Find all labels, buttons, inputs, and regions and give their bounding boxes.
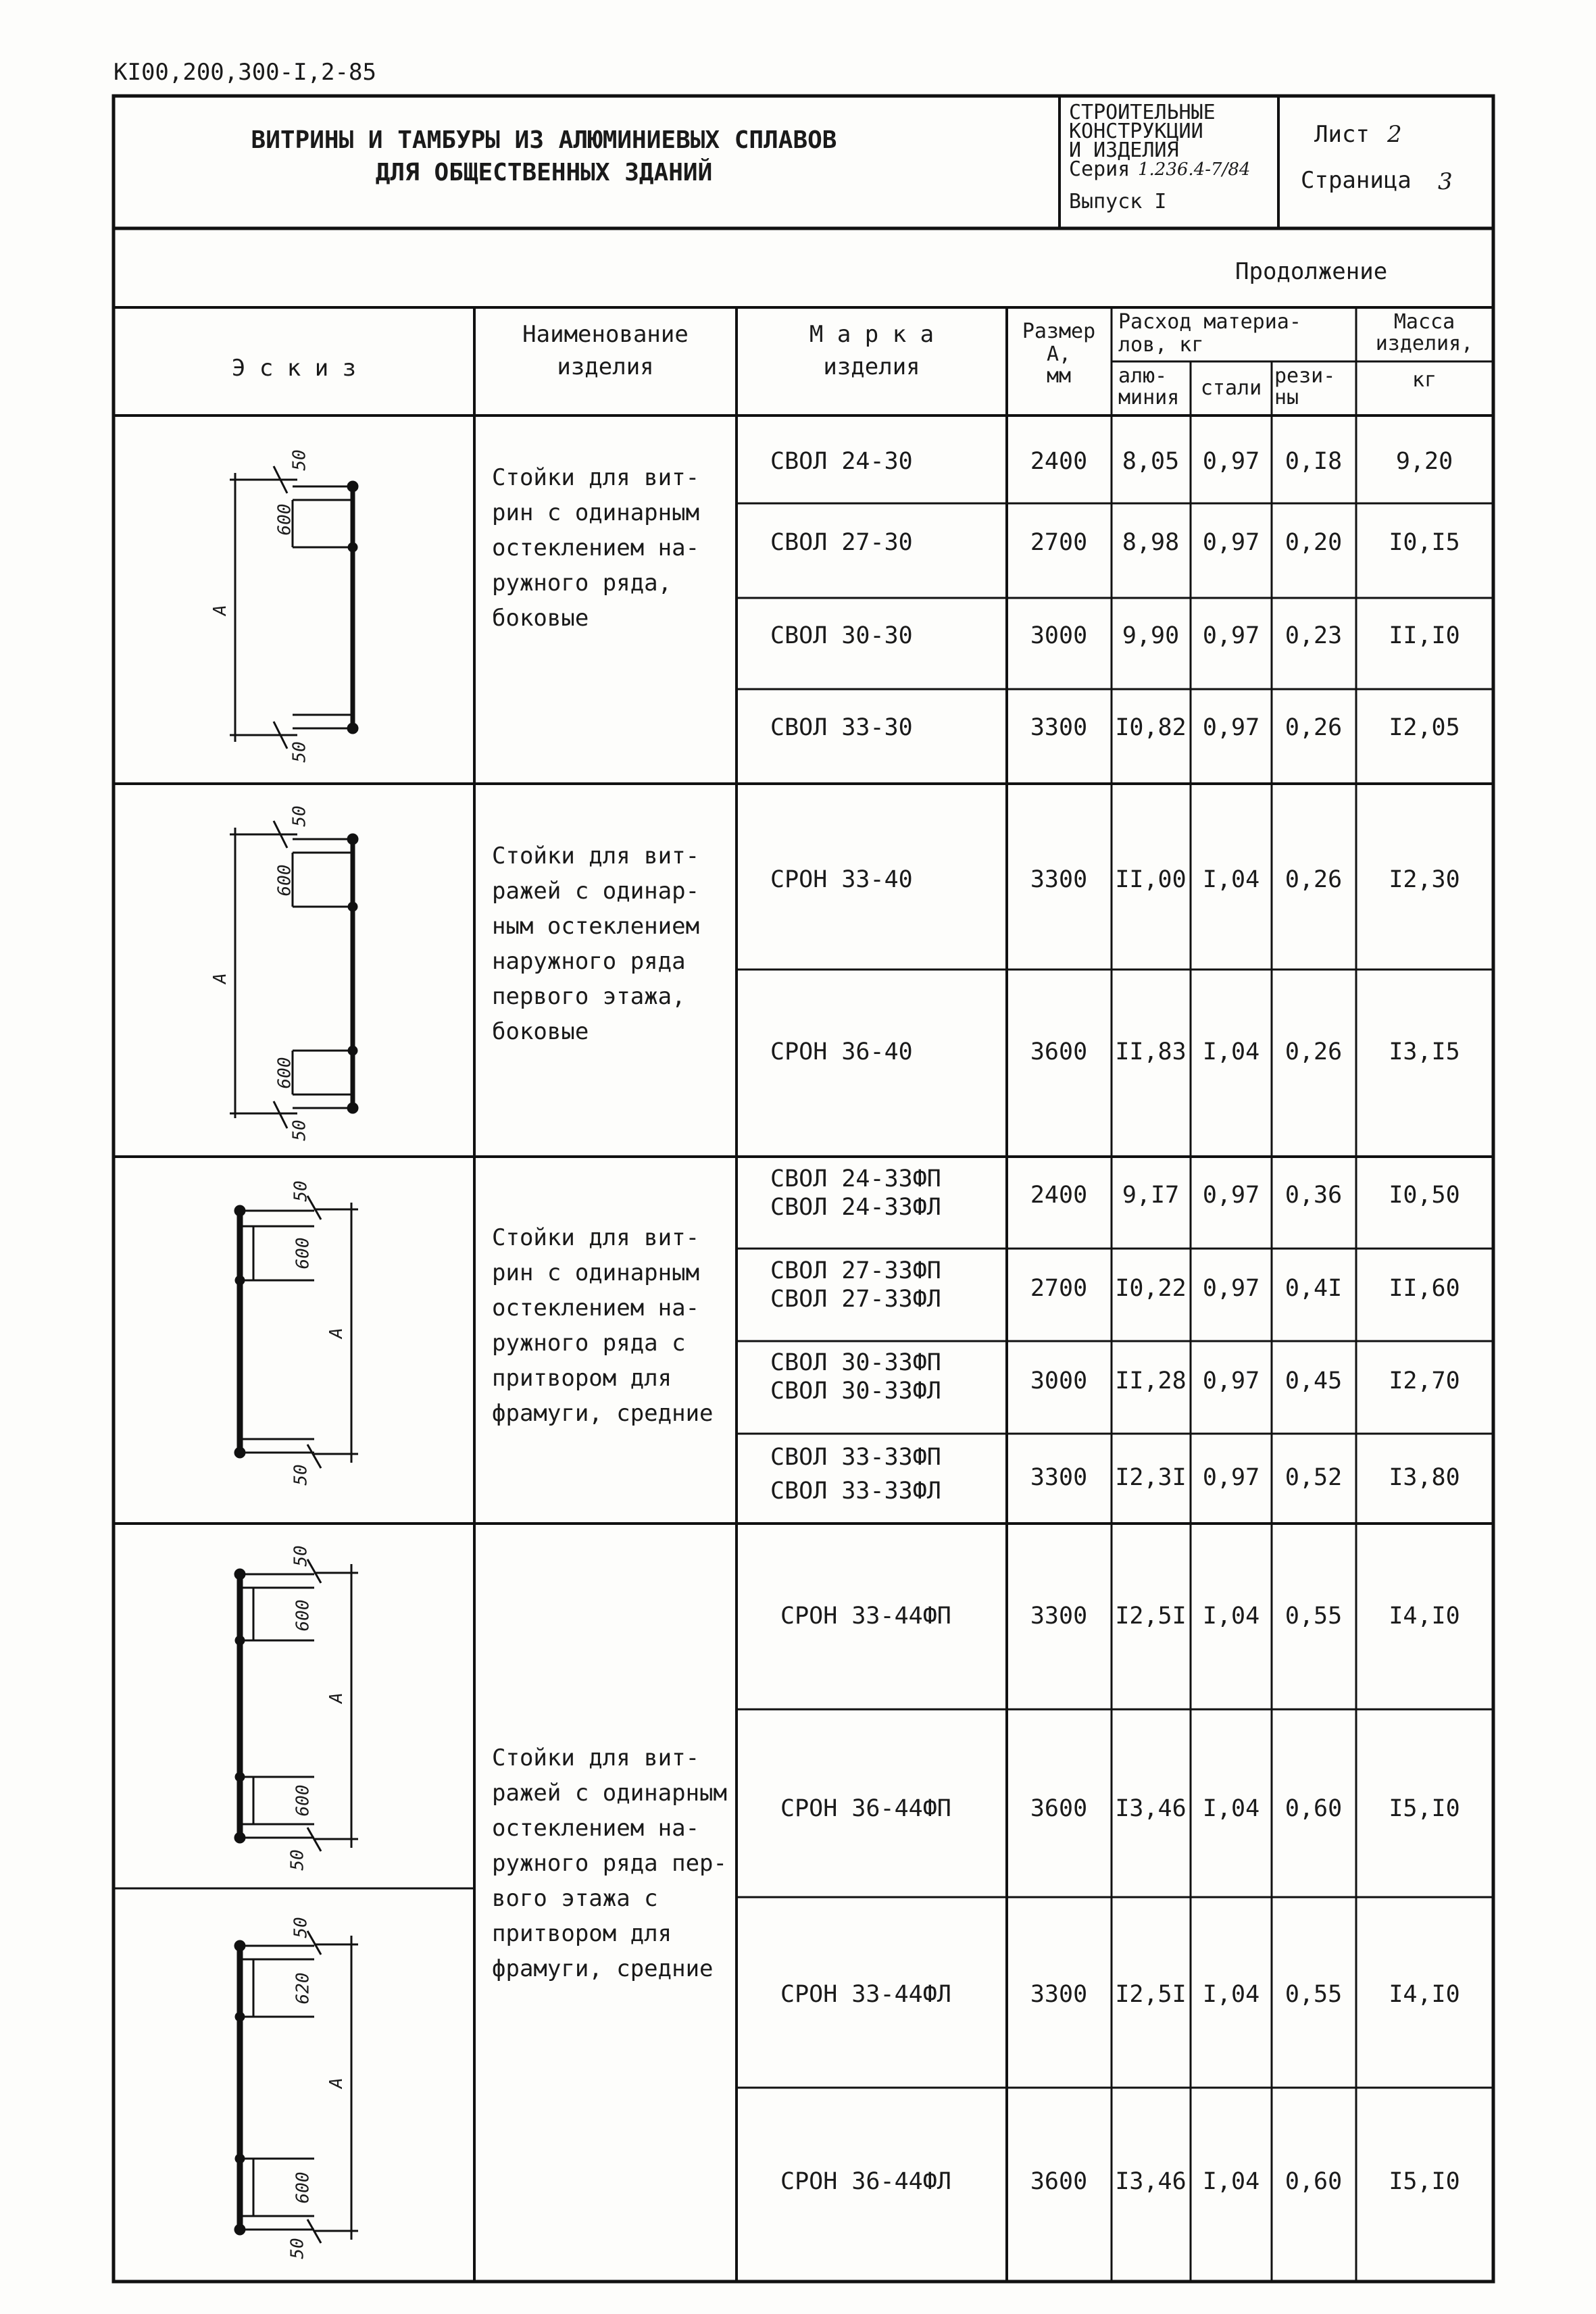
table-cell-alu: I2,3I xyxy=(1115,1464,1187,1491)
group-4-name-line6: притвором для xyxy=(492,1920,672,1947)
table-cell-size: 3300 xyxy=(1030,866,1088,893)
series-line3: И ИЗДЕЛИЯ xyxy=(1069,139,1179,162)
header-rubber-line1: рези- xyxy=(1274,364,1336,388)
table-cell-steel: I,04 xyxy=(1202,1038,1260,1065)
group-1-name-line2: рин с одинарным xyxy=(492,499,700,526)
table-cell-size: 3300 xyxy=(1030,1603,1088,1630)
table-cell-mark: СРОН 36-44ФЛ xyxy=(780,2168,951,2195)
header-size-line1: Размер xyxy=(1022,320,1096,343)
group-3-name-line1: Стойки для вит- xyxy=(492,1224,700,1251)
table-cell-rubber: 0,20 xyxy=(1285,529,1343,556)
table-cell-steel: I,04 xyxy=(1202,1795,1260,1822)
group-4-name-line1: Стойки для вит- xyxy=(492,1744,700,1771)
table-cell-mark: СВОЛ 27-33ФП xyxy=(770,1257,941,1284)
header-size-line3: мм xyxy=(1046,364,1072,388)
table-cell-steel: I,04 xyxy=(1202,1981,1260,2008)
sketch-3-dim-A: A xyxy=(326,1328,347,1338)
group-3-name-line3: остеклением на- xyxy=(492,1294,700,1322)
table-cell-alu: I2,5I xyxy=(1115,1981,1187,2008)
sketch-5-dim-50-top: 50 xyxy=(291,1917,311,1938)
table-cell-mass: II,60 xyxy=(1389,1275,1460,1302)
sketch-5-dim-600-bottom: 600 xyxy=(293,2171,314,2204)
header-consumption-line2: лов, кг xyxy=(1118,333,1204,357)
table-cell-alu: 8,05 xyxy=(1122,448,1180,475)
table-cell-rubber: 0,26 xyxy=(1285,866,1343,893)
header-mark-line2: изделия xyxy=(823,353,920,380)
table-cell-rubber: 0,60 xyxy=(1285,2168,1343,2195)
sketch-5-dim-50-bottom: 50 xyxy=(287,2238,308,2259)
sketch-2-dim-600-top: 600 xyxy=(274,864,295,897)
group-2-name-line3: ным остеклением xyxy=(492,913,700,940)
table-cell-alu: 8,98 xyxy=(1122,529,1180,556)
header-name-line1: Наименование xyxy=(522,321,689,348)
document-code: КI00,200,300-I,2-85 xyxy=(114,59,376,86)
table-cell-steel: I,04 xyxy=(1202,2168,1260,2195)
table-cell-rubber: 0,4I xyxy=(1285,1275,1343,1302)
table-cell-rubber: 0,36 xyxy=(1285,1182,1343,1209)
table-cell-alu: 9,I7 xyxy=(1122,1182,1180,1209)
sketch-5-dim-620: 620 xyxy=(293,1972,314,2005)
table-cell-steel: 0,97 xyxy=(1202,1464,1260,1491)
sketch-3-dim-50-bottom: 50 xyxy=(291,1464,311,1486)
table-cell-steel: 0,97 xyxy=(1202,1275,1260,1302)
table-cell-size: 2700 xyxy=(1030,1275,1088,1302)
header-rubber-line2: ны xyxy=(1274,386,1299,409)
header-mass-line1: Масса xyxy=(1393,310,1455,334)
table-cell-mass: I0,50 xyxy=(1389,1182,1460,1209)
group-4-name-line3: остеклением на- xyxy=(492,1815,700,1842)
table-cell-mass: I4,I0 xyxy=(1389,1603,1460,1630)
sketch-4-dim-50-bottom: 50 xyxy=(287,1849,308,1871)
table-cell-mark: СВОЛ 33-33ФЛ xyxy=(770,1478,941,1505)
table-cell-alu: I2,5I xyxy=(1115,1603,1187,1630)
table-cell-alu: II,00 xyxy=(1115,866,1187,893)
table-cell-alu: I0,22 xyxy=(1115,1275,1187,1302)
series-line1: СТРОИТЕЛЬНЫЕ xyxy=(1069,101,1216,124)
header-alu-line2: миния xyxy=(1118,386,1180,409)
table-cell-steel: 0,97 xyxy=(1202,1182,1260,1209)
table-cell-rubber: 0,I8 xyxy=(1285,448,1343,475)
table-cell-size: 3000 xyxy=(1030,622,1088,649)
group-4-name-line5: вого этажа с xyxy=(492,1885,658,1912)
sheet-label: Лист xyxy=(1314,121,1370,148)
table-cell-alu: I3,46 xyxy=(1115,1795,1187,1822)
series-line2: КОНСТРУКЦИИ xyxy=(1069,120,1203,143)
group-4-name-line4: ружного ряда пер- xyxy=(492,1850,727,1877)
page-number: 3 xyxy=(1438,168,1453,195)
header-name-line2: изделия xyxy=(557,353,654,380)
table-cell-mark: СВОЛ 27-33ФЛ xyxy=(770,1286,941,1313)
sketch-1-dim-600: 600 xyxy=(274,503,295,536)
sketch-3-dim-50-top: 50 xyxy=(291,1180,311,1202)
table-cell-alu: II,83 xyxy=(1115,1038,1187,1065)
table-cell-alu: 9,90 xyxy=(1122,622,1180,649)
table-cell-mark: СРОН 36-40 xyxy=(770,1038,913,1065)
table-cell-steel: 0,97 xyxy=(1202,1367,1260,1394)
table-cell-mark: СВОЛ 33-33ФП xyxy=(770,1444,941,1471)
table-cell-size: 3000 xyxy=(1030,1367,1088,1394)
sketch-1-dim-50-top: 50 xyxy=(289,449,310,471)
series-label: Серия xyxy=(1069,157,1130,181)
document-title-line1: ВИТРИНЫ И ТАМБУРЫ ИЗ АЛЮМИНИЕВЫХ СПЛАВОВ xyxy=(251,126,837,154)
group-4-name-line2: ражей с одинарным xyxy=(492,1780,727,1807)
table-cell-rubber: 0,55 xyxy=(1285,1981,1343,2008)
header-mass-line2: изделия, xyxy=(1375,332,1474,355)
sketch-4-dim-600-top: 600 xyxy=(293,1599,314,1632)
group-3-name-line6: фрамуги, средние xyxy=(492,1400,714,1427)
table-cell-steel: 0,97 xyxy=(1202,448,1260,475)
table-cell-size: 3600 xyxy=(1030,2168,1088,2195)
table-cell-rubber: 0,52 xyxy=(1285,1464,1343,1491)
group-2-name-line2: ражей с одинар- xyxy=(492,878,700,905)
document-title-line2: ДЛЯ ОБЩЕСТВЕННЫХ ЗДАНИЙ xyxy=(375,159,713,186)
table-cell-steel: 0,97 xyxy=(1202,529,1260,556)
issue-label: Выпуск I xyxy=(1069,190,1167,213)
table-cell-mark: СВОЛ 33-30 xyxy=(770,714,913,741)
table-cell-size: 2400 xyxy=(1030,448,1088,475)
table-cell-size: 3600 xyxy=(1030,1795,1088,1822)
table-cell-mark: СРОН 33-40 xyxy=(770,866,913,893)
series-number: 1.236.4-7/84 xyxy=(1138,159,1251,180)
sketch-2-dim-50-bottom: 50 xyxy=(289,1120,310,1141)
group-1-name-line5: боковые xyxy=(492,605,589,632)
group-2-name-line4: наружного ряда xyxy=(492,948,686,975)
sketch-2-dim-600-bottom: 600 xyxy=(274,1057,295,1089)
table-cell-alu: I3,46 xyxy=(1115,2168,1187,2195)
header-consumption-line1: Расход материа- xyxy=(1118,310,1301,334)
table-cell-mark: СРОН 33-44ФЛ xyxy=(780,1981,951,2008)
table-cell-size: 3300 xyxy=(1030,1464,1088,1491)
header-steel: стали xyxy=(1200,376,1262,400)
sketch-2-dim-50-top: 50 xyxy=(289,805,310,827)
table-cell-mass: I2,30 xyxy=(1389,866,1460,893)
table-cell-size: 2700 xyxy=(1030,529,1088,556)
group-1-name-line3: остеклением на- xyxy=(492,534,700,561)
table-cell-alu: II,28 xyxy=(1115,1367,1187,1394)
table-cell-rubber: 0,23 xyxy=(1285,622,1343,649)
table-cell-rubber: 0,60 xyxy=(1285,1795,1343,1822)
table-cell-rubber: 0,55 xyxy=(1285,1603,1343,1630)
table-cell-mass: I3,I5 xyxy=(1389,1038,1460,1065)
header-size-line2: А, xyxy=(1046,343,1072,366)
table-cell-mark: СВОЛ 30-33ФП xyxy=(770,1349,941,1376)
table-cell-mark: СРОН 36-44ФП xyxy=(780,1795,951,1822)
table-cell-mark: СВОЛ 24-33ФЛ xyxy=(770,1194,941,1221)
group-1-name-line1: Стойки для вит- xyxy=(492,464,700,491)
group-3-name-line2: рин с одинарным xyxy=(492,1259,700,1286)
sketch-4-dim-A: A xyxy=(326,1692,347,1703)
group-2-name-line6: боковые xyxy=(492,1018,589,1045)
table-cell-mark: СВОЛ 30-33ФЛ xyxy=(770,1378,941,1405)
table-cell-mark: СВОЛ 24-30 xyxy=(770,448,913,475)
group-3-name-line4: ружного ряда с xyxy=(492,1330,686,1357)
table-cell-mass: 9,20 xyxy=(1395,448,1453,475)
table-cell-mark: СРОН 33-44ФП xyxy=(780,1603,951,1630)
table-cell-alu: I0,82 xyxy=(1115,714,1187,741)
table-cell-mark: СВОЛ 24-33ФП xyxy=(770,1165,941,1192)
sheet-number: 2 xyxy=(1387,121,1402,148)
group-3-name-line5: притвором для xyxy=(492,1365,672,1392)
table-cell-size: 3300 xyxy=(1030,714,1088,741)
header-alu-line1: алю- xyxy=(1118,364,1168,388)
continuation-label: Продолжение xyxy=(1235,258,1388,285)
group-1-name-line4: ружного ряда, xyxy=(492,570,672,597)
group-2-name-line5: первого этажа, xyxy=(492,983,686,1010)
table-cell-mass: I4,I0 xyxy=(1389,1981,1460,2008)
header-mark-line1: М а р к а xyxy=(809,321,934,348)
sketch-1-dim-50-bottom: 50 xyxy=(289,741,310,763)
table-cell-rubber: 0,26 xyxy=(1285,714,1343,741)
table-cell-rubber: 0,26 xyxy=(1285,1038,1343,1065)
sketch-1-dim-A: A xyxy=(209,605,230,615)
sketch-3-dim-600: 600 xyxy=(293,1237,314,1269)
table-cell-steel: 0,97 xyxy=(1202,714,1260,741)
table-cell-size: 2400 xyxy=(1030,1182,1088,1209)
table-cell-mass: I5,I0 xyxy=(1389,1795,1460,1822)
sketch-2-dim-A: A xyxy=(209,973,230,984)
table-cell-steel: 0,97 xyxy=(1202,622,1260,649)
table-cell-size: 3300 xyxy=(1030,1981,1088,2008)
table-cell-steel: I,04 xyxy=(1202,1603,1260,1630)
sketch-5-dim-A: A xyxy=(326,2078,347,2088)
table-cell-mark: СВОЛ 27-30 xyxy=(770,529,913,556)
group-2-name-line1: Стойки для вит- xyxy=(492,842,700,870)
page-label: Страница xyxy=(1301,167,1412,194)
table-cell-mass: I0,I5 xyxy=(1389,529,1460,556)
table-cell-mass: I5,I0 xyxy=(1389,2168,1460,2195)
sketch-4-dim-50-top: 50 xyxy=(291,1545,311,1567)
table-cell-mass: II,I0 xyxy=(1389,622,1460,649)
header-sketch: Э с к и з xyxy=(231,355,357,382)
sketch-4-dim-600-bottom: 600 xyxy=(293,1784,314,1817)
table-cell-size: 3600 xyxy=(1030,1038,1088,1065)
table-cell-mass: I2,70 xyxy=(1389,1367,1460,1394)
table-cell-rubber: 0,45 xyxy=(1285,1367,1343,1394)
table-cell-mass: I3,80 xyxy=(1389,1464,1460,1491)
table-cell-mass: I2,05 xyxy=(1389,714,1460,741)
table-cell-steel: I,04 xyxy=(1202,866,1260,893)
group-4-name-line7: фрамуги, средние xyxy=(492,1955,714,1982)
table-cell-mark: СВОЛ 30-30 xyxy=(770,622,913,649)
header-mass-line3: кг xyxy=(1412,368,1437,392)
